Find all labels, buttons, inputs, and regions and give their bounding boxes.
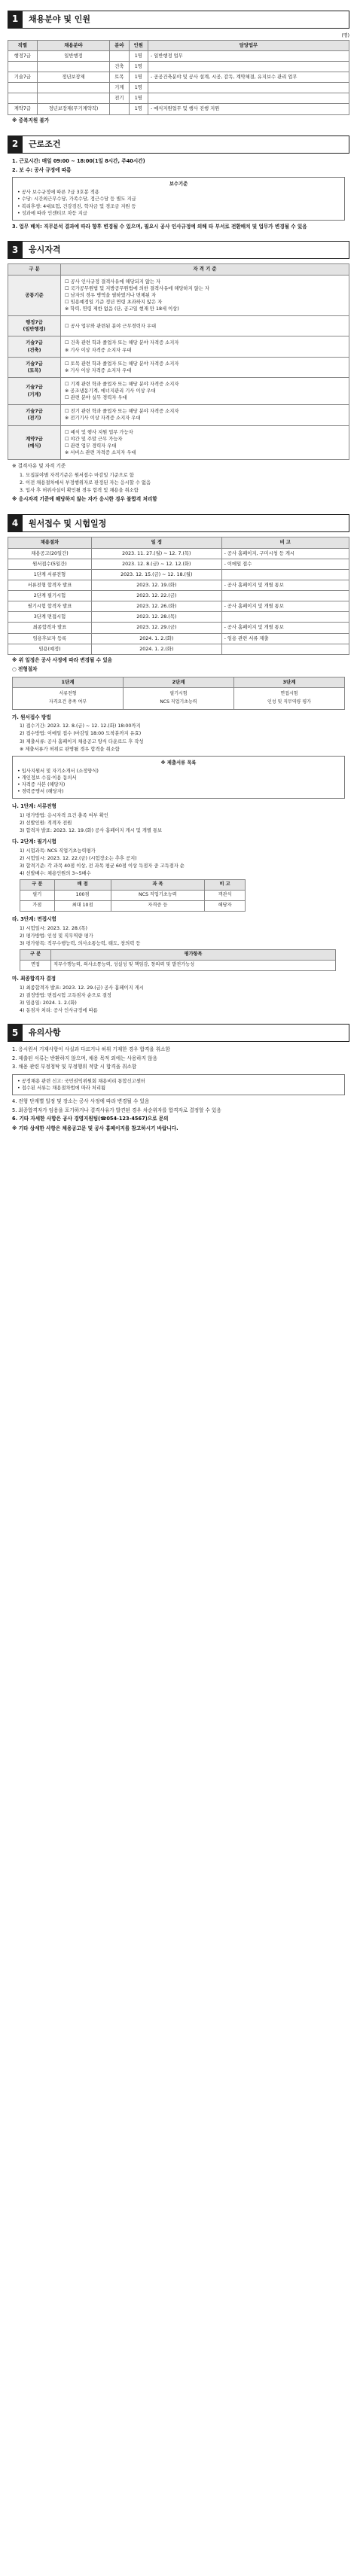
footnote: ※ 위 일정은 공사 사정에 따라 변경될 수 있음 bbox=[12, 656, 113, 663]
column-header: 채용분야 bbox=[37, 40, 109, 50]
interview-table bbox=[20, 949, 336, 971]
box-line: • 개인정보 수집·이용 동의서 bbox=[17, 775, 77, 781]
column-header: 구 분 bbox=[8, 264, 61, 275]
criteria-line: ※ 서비스 관련 자격증 소지자 우대 bbox=[65, 449, 136, 455]
table-cell: 기술7급 bbox=[8, 72, 38, 83]
recruit-table bbox=[8, 40, 349, 115]
text-line: 4) 선발배수: 채용인원의 3~5배수 bbox=[20, 871, 91, 877]
table-cell: 정년보장제(무기계약직) bbox=[37, 104, 109, 114]
subsection-title: 라. 3단계: 면접시험 bbox=[12, 916, 56, 923]
schedule-table bbox=[8, 537, 349, 654]
table-row bbox=[8, 50, 349, 61]
table-cell: 2단계 필기시험 bbox=[8, 591, 92, 601]
table-cell: 2023. 12. 26.(화) bbox=[91, 601, 221, 612]
table-cell bbox=[221, 612, 349, 623]
table-cell: 임용(예정) bbox=[8, 644, 92, 654]
table-cell: 2023. 12. 28.(목) bbox=[91, 612, 221, 623]
text-line: 2) 시험일시: 2023. 12. 22.(금) (시험장소는 추후 공지) bbox=[20, 856, 137, 861]
row-label: 공통기준 bbox=[8, 275, 61, 316]
flow-step-head: 3단계 bbox=[234, 677, 344, 688]
column-header: 담당업무 bbox=[148, 40, 349, 50]
criteria-line: ☐ 건축 관련 학과 졸업자 또는 해당 분야 자격증 소지자 bbox=[65, 340, 179, 346]
table-cell: 자격증 등 bbox=[111, 901, 205, 912]
table-row bbox=[8, 275, 349, 316]
table-cell: 정년보장제 bbox=[37, 72, 109, 83]
criteria-line: ☐ 전기 관련 학과 졸업자 또는 해당 분야 자격증 소지자 bbox=[65, 409, 179, 415]
table-row bbox=[8, 93, 349, 104]
docs-box bbox=[12, 756, 345, 799]
table-cell: 2023. 11. 27.(월) ~ 12. 7.(목) bbox=[91, 548, 221, 559]
column-header: 배 점 bbox=[54, 880, 111, 891]
table-cell: 행정7급 bbox=[8, 50, 38, 61]
table-cell: 최종합격자 발표 bbox=[8, 623, 92, 633]
criteria-line: ☐ 토목 관련 학과 졸업자 또는 해당 분야 자격증 소지자 bbox=[65, 361, 179, 367]
subsection-title: 나. 1단계: 서류전형 bbox=[12, 803, 56, 810]
criteria-line: ※ 전기기사 이상 자격증 소지자 우대 bbox=[65, 416, 141, 422]
box-line: • 공정채용 관련 신고: 국민권익위원회 채용비리 통합신고센터 bbox=[17, 1078, 145, 1084]
criteria-line: ☐ 기계 관련 학과 졸업자 또는 해당 분야 자격증 소지자 bbox=[65, 381, 179, 387]
table-cell bbox=[8, 61, 38, 72]
table-cell: 필기시험 합격자 발표 bbox=[8, 601, 92, 612]
column-header: 자 격 기 준 bbox=[61, 264, 349, 275]
criteria-line: ※ 기사 이상 자격증 소지자 우대 bbox=[65, 347, 132, 353]
table-cell: 100점 bbox=[54, 891, 111, 901]
table-cell: 직무수행능력, 의사소통능력, 성실성 및 책임감, 창의력 및 발전가능성 bbox=[51, 961, 336, 971]
criteria-cell bbox=[61, 377, 349, 404]
note-line: 1. 모집분야별 자격기준은 원서접수 마감일 기준으로 함 bbox=[20, 472, 134, 478]
table-cell bbox=[37, 61, 109, 72]
table-cell: 1단계 서류전형 bbox=[8, 569, 92, 580]
box-line: • 수당: 시간외근무수당, 가족수당, 정근수당 등 별도 지급 bbox=[17, 196, 136, 202]
subsection-title: 마. 최종합격자 결정 bbox=[12, 976, 56, 982]
table-cell: 1명 bbox=[129, 104, 148, 114]
table-cell bbox=[37, 83, 109, 93]
table-cell: 서류전형 합격자 발표 bbox=[8, 580, 92, 590]
table-cell: - 공공건축분야 및 공사 설계, 시공, 감독, 계약체결, 유지보수 관리 업무 bbox=[148, 72, 349, 83]
table-cell: 객관식 bbox=[205, 891, 246, 901]
flow-step-body bbox=[13, 688, 123, 708]
table-row bbox=[8, 644, 349, 654]
notice-box bbox=[12, 1074, 345, 1095]
table-cell: 1명 bbox=[129, 83, 148, 93]
criteria-line: ※ 공조냉동기계, 에너지관리 기사 이상 우대 bbox=[65, 388, 156, 394]
table-cell: 2023. 12. 29.(금) bbox=[91, 623, 221, 633]
score-table bbox=[20, 879, 246, 912]
text-line: 1) 시험과목: NCS 직업기초능력평가 bbox=[20, 848, 96, 854]
table-row bbox=[8, 559, 349, 569]
caution-line: 5. 최종합격자가 임용을 포기하거나 결격사유가 발견된 경우 차순위자를 합격자로 결정할 수 있음 bbox=[12, 1107, 221, 1113]
criteria-line: ☐ 남자의 경우 병역을 필하였거나 면제된 자 bbox=[65, 292, 157, 298]
subsection-title: 가. 원서접수 방법 bbox=[12, 714, 51, 720]
table-cell bbox=[148, 93, 349, 104]
table-cell: 토목 bbox=[110, 72, 129, 83]
table-row bbox=[8, 569, 349, 580]
table-row bbox=[20, 901, 246, 912]
table-cell: 기계 bbox=[110, 83, 129, 93]
section-title: 채용분야 및 인원 bbox=[23, 11, 349, 29]
flow-item: 인성 및 직무역량 평가 bbox=[267, 699, 311, 705]
row-label: 기술7급 (토목) bbox=[8, 357, 61, 377]
text-line: 1) 접수기간: 2023. 12. 8.(금) ~ 12. 12.(화) 18:00까지 bbox=[20, 723, 141, 729]
footnote: ※ 중복지원 불가 bbox=[12, 117, 50, 123]
table-row bbox=[8, 61, 349, 72]
condition-line: 3. 업무 배치: 직무분석 결과에 따라 향후 변경될 수 있으며, 필요시 공사 인사규정에 의해 타 부서로 전환배치 및 업무가 변경될 수 있음 bbox=[12, 223, 307, 230]
salary-box bbox=[12, 177, 345, 221]
table-cell: 3단계 면접시험 bbox=[8, 612, 92, 623]
table-row bbox=[8, 548, 349, 559]
table-cell bbox=[221, 569, 349, 580]
table-row bbox=[8, 336, 349, 357]
section-header-5 bbox=[8, 1024, 349, 1042]
table-cell: - 공사 홈페이지 및 개별 통보 bbox=[221, 623, 349, 633]
footnote: ※ 응시자격 기준에 해당하지 않는 자가 응시한 경우 불합격 처리함 bbox=[12, 495, 157, 502]
table-row bbox=[8, 591, 349, 601]
table-cell: 임용후보자 등록 bbox=[8, 633, 92, 644]
criteria-line: ☐ 예식 및 행사 지원 업무 가능자 bbox=[65, 429, 133, 435]
row-label: 기술7급 (전기) bbox=[8, 405, 61, 425]
table-row bbox=[20, 891, 246, 901]
flow-step bbox=[13, 677, 124, 709]
text-line: 2) 선발인원: 적격자 전원 bbox=[20, 821, 72, 827]
box-line: • 입사지원서 및 자기소개서 (소정양식) bbox=[17, 768, 99, 774]
table-row bbox=[8, 601, 349, 612]
row-label: 기술7급 (기계) bbox=[8, 377, 61, 404]
column-header: 구 분 bbox=[20, 950, 51, 961]
flow-step-head: 1단계 bbox=[13, 677, 123, 688]
table-cell bbox=[221, 644, 349, 654]
column-header: 분야 bbox=[110, 40, 129, 50]
note-line: 2. 이전 채용절차에서 부정행위자로 판정된 자는 응시할 수 없음 bbox=[20, 480, 151, 486]
table-row bbox=[8, 612, 349, 623]
note-line: 3. 입사 후 허위사실이 확인될 경우 합격 및 채용을 취소함 bbox=[20, 487, 139, 493]
table-cell bbox=[221, 591, 349, 601]
section-header-4 bbox=[8, 514, 349, 532]
table-cell: 1명 bbox=[129, 61, 148, 72]
section-header-2 bbox=[8, 135, 349, 154]
table-cell bbox=[110, 104, 129, 114]
table-cell: 2023. 12. 8.(금) ~ 12. 12.(화) bbox=[91, 559, 221, 569]
box-line: • 복리후생: 4대보험, 건강검진, 학자금 및 경조금 지원 등 bbox=[17, 203, 136, 209]
table-row bbox=[8, 405, 349, 425]
column-header: 평가항목 bbox=[51, 950, 336, 961]
table-cell: NCS 직업기초능력 bbox=[111, 891, 205, 901]
text-line: ※ 제출서류가 허위로 판명될 경우 합격을 취소함 bbox=[20, 746, 120, 752]
table-cell: 2023. 12. 22.(금) bbox=[91, 591, 221, 601]
table-cell: 면접 bbox=[20, 961, 51, 971]
condition-line: 1. 근로시간: 매일 09:00 ~ 18:00(1일 8시간, 주40시간) bbox=[12, 158, 145, 165]
section-title: 원서접수 및 시험일정 bbox=[23, 514, 349, 532]
column-header: 비 고 bbox=[221, 537, 349, 548]
table-cell bbox=[148, 83, 349, 93]
table-cell: 2023. 12. 19.(화) bbox=[91, 580, 221, 590]
table-cell: - 공사 홈페이지 및 개별 통보 bbox=[221, 601, 349, 612]
criteria-line: ☐ 공사 인사규정 결격사유에 해당되지 않는 자 bbox=[65, 279, 161, 285]
table-row bbox=[8, 377, 349, 404]
criteria-line: ☐ 야간 및 주말 근무 가능자 bbox=[65, 436, 123, 442]
qualification-table bbox=[8, 263, 349, 460]
box-title: ※ 제출서류 목록 bbox=[160, 760, 197, 766]
row-label: 계약7급 (예식) bbox=[8, 425, 61, 460]
table-cell: - 임용 관련 서류 제출 bbox=[221, 633, 349, 644]
criteria-cell bbox=[61, 336, 349, 357]
flow-step-head: 2단계 bbox=[124, 677, 233, 688]
text-line: 3) 임용일: 2024. 1. 2.(화) bbox=[20, 1000, 77, 1006]
criteria-cell bbox=[61, 405, 349, 425]
text-line: 3) 합격자 발표: 2023. 12. 19.(화) 공사 홈페이지 게시 및 개별 통보 bbox=[20, 828, 163, 834]
table-cell: - 일반행정 업무 bbox=[148, 50, 349, 61]
table-row bbox=[8, 104, 349, 114]
column-header: 일 정 bbox=[91, 537, 221, 548]
selection-flow bbox=[12, 677, 345, 710]
table-cell: - 공사 홈페이지 및 개별 통보 bbox=[221, 580, 349, 590]
box-line: • 접수된 서류는 채용절차법에 따라 처리됨 bbox=[17, 1086, 106, 1092]
text-line: 2) 결정방법: 면접시험 고득점자 순으로 결정 bbox=[20, 992, 111, 998]
criteria-line: ☐ 관련 업무 경력자 우대 bbox=[65, 443, 117, 449]
criteria-line: ☐ 공사 업무와 관련된 분야 근무경력자 우대 bbox=[65, 323, 157, 329]
section-number: 5 bbox=[8, 1024, 23, 1042]
subsection-title: 다. 2단계: 필기시험 bbox=[12, 839, 56, 845]
section-number: 1 bbox=[8, 11, 23, 29]
table-cell: 2024. 1. 2.(화) bbox=[91, 633, 221, 644]
table-cell: 채용공고(20일간) bbox=[8, 548, 92, 559]
column-header: 비 고 bbox=[205, 880, 246, 891]
table-cell: 건축 bbox=[110, 61, 129, 72]
flow-item: 면접시험 bbox=[280, 691, 298, 697]
table-row bbox=[8, 72, 349, 83]
job-posting-document bbox=[0, 0, 357, 1132]
flow-step-body bbox=[234, 688, 344, 708]
table-cell: - 공사 홈페이지, 구미시청 등 게시 bbox=[221, 548, 349, 559]
text-line: 3) 제출서류: 공사 홈페이지 채용공고 양식 다운로드 후 작성 bbox=[20, 738, 144, 744]
row-label: 기술7급 (건축) bbox=[8, 336, 61, 357]
column-header: 인원 bbox=[129, 40, 148, 50]
section-number: 3 bbox=[8, 241, 23, 259]
table-cell: 가점 bbox=[20, 901, 55, 912]
text-line: 1) 최종합격자 발표: 2023. 12. 29.(금) 공사 홈페이지 게시 bbox=[20, 985, 144, 991]
table-cell: 계약7급 bbox=[8, 104, 38, 114]
table-cell: 2023. 12. 15.(금) ~ 12. 18.(월) bbox=[91, 569, 221, 580]
criteria-cell bbox=[61, 316, 349, 336]
table-cell: - 예식지원업무 및 행사 진행 지원 bbox=[148, 104, 349, 114]
flow-title: ○ 전형절차 bbox=[12, 666, 38, 673]
table-cell: 원서접수(5일간) bbox=[8, 559, 92, 569]
caution-line: 4. 전형 단계별 일정 및 장소는 공사 사정에 따라 변경될 수 있음 bbox=[12, 1098, 150, 1105]
flow-step bbox=[234, 677, 344, 709]
table-cell: 해당자 bbox=[205, 901, 246, 912]
caution-line: 6. 기타 자세한 사항은 공사 경영지원팀(☎054-123-4567)으로 문의 bbox=[12, 1116, 169, 1122]
table-cell: 1명 bbox=[129, 50, 148, 61]
column-header: 직렬 bbox=[8, 40, 38, 50]
footer-note: ※ 기타 상세한 사항은 채용공고문 및 공사 홈페이지를 참고하시기 바랍니다. bbox=[12, 1125, 178, 1131]
text-line: 1) 평가방법: 응시자격 요건 충족 여부 확인 bbox=[20, 812, 108, 818]
table-row bbox=[8, 580, 349, 590]
criteria-line: ※ 학력, 연령 제한 없음 (단, 공고일 현재 만 18세 이상) bbox=[65, 306, 179, 312]
table-cell: 1명 bbox=[129, 72, 148, 83]
box-line: • 경력증명서 (해당자) bbox=[17, 789, 64, 795]
flow-item: 필기시험 bbox=[169, 691, 188, 697]
section-title: 근로조건 bbox=[23, 135, 349, 154]
flow-item: NCS 직업기초능력 bbox=[160, 699, 197, 705]
text-line: 3) 합격기준: 각 과목 40점 이상, 전 과목 평균 60점 이상 득점자 중 고득점자 순 bbox=[20, 863, 185, 869]
table-row bbox=[8, 357, 349, 377]
column-header: 과 목 bbox=[111, 880, 205, 891]
box-line: • 공사 보수규정에 따른 7급 3호봉 적용 bbox=[17, 190, 99, 196]
criteria-line: ☐ 국가공무원법 및 지방공무원법에 의한 결격사유에 해당하지 않는 자 bbox=[65, 285, 209, 291]
table-row bbox=[8, 623, 349, 633]
box-line: • 성과에 따라 인센티브 차등 지급 bbox=[17, 210, 87, 216]
table-cell: 최대 10점 bbox=[54, 901, 111, 912]
flow-item: 서류전형 bbox=[59, 691, 77, 697]
table-cell: - 이메일 접수 bbox=[221, 559, 349, 569]
table-row bbox=[8, 316, 349, 336]
flow-step-body bbox=[124, 688, 233, 708]
table-cell: 1명 bbox=[129, 93, 148, 104]
section-number: 4 bbox=[8, 514, 23, 532]
box-title: 보수기준 bbox=[169, 181, 188, 187]
section-title: 응시자격 bbox=[23, 241, 349, 259]
text-line: 2) 접수방법: 이메일 접수 (마감일 18:00 도착분까지 유효) bbox=[20, 731, 142, 737]
condition-line: 2. 보 수: 공사 규정에 따름 bbox=[12, 166, 72, 173]
section-header-3 bbox=[8, 241, 349, 259]
table-row bbox=[8, 83, 349, 93]
text-line: 3) 평가항목: 직무수행능력, 의사소통능력, 태도, 창의력 등 bbox=[20, 941, 141, 947]
section-title: 유의사항 bbox=[23, 1024, 349, 1042]
unit-note: (명) bbox=[341, 33, 349, 38]
caution-line: 1. 응시원서 기재사항이 사실과 다르거나 허위 기재한 경우 합격을 취소함 bbox=[12, 1046, 170, 1053]
row-label: 행정7급 (일반행정) bbox=[8, 316, 61, 336]
section-header-1 bbox=[8, 11, 349, 29]
caution-line: 2. 제출된 서류는 반환하지 않으며, 채용 목적 외에는 사용하지 않음 bbox=[12, 1055, 157, 1061]
criteria-cell bbox=[61, 425, 349, 460]
flow-step bbox=[124, 677, 234, 709]
table-cell bbox=[37, 93, 109, 104]
table-cell: 전기 bbox=[110, 93, 129, 104]
table-row bbox=[8, 633, 349, 644]
table-cell bbox=[148, 61, 349, 72]
table-cell bbox=[8, 83, 38, 93]
criteria-line: ☐ 임용예정일 기준 정년 연령 초과하지 않은 자 bbox=[65, 299, 163, 305]
criteria-line: ☐ 관련 분야 실무 경력자 우대 bbox=[65, 395, 127, 401]
table-cell: 필기 bbox=[20, 891, 55, 901]
section-number: 2 bbox=[8, 135, 23, 154]
table-cell bbox=[8, 93, 38, 104]
caution-line: 3. 채용 관련 부정청탁 및 부정행위 적발 시 합격을 취소함 bbox=[12, 1064, 137, 1070]
flow-item: 자격요건 충족 여부 bbox=[48, 699, 87, 705]
table-cell bbox=[110, 50, 129, 61]
column-header: 구 분 bbox=[20, 880, 55, 891]
table-cell: 일반행정 bbox=[37, 50, 109, 61]
table-row bbox=[8, 425, 349, 460]
text-line: 1) 시험일시: 2023. 12. 28.(목) bbox=[20, 925, 87, 931]
box-line: • 자격증 사본 (해당자) bbox=[17, 782, 66, 788]
criteria-line: ※ 기사 이상 자격증 소지자 우대 bbox=[65, 367, 132, 373]
note-line: ※ 결격사유 및 자격 기준 bbox=[12, 463, 66, 469]
criteria-cell bbox=[61, 357, 349, 377]
text-line: 2) 평가방법: 인성 및 직무역량 평가 bbox=[20, 933, 93, 939]
table-cell: 2024. 1. 2.(화) bbox=[91, 644, 221, 654]
text-line: 4) 동점자 처리: 공사 인사규정에 따름 bbox=[20, 1008, 98, 1014]
column-header: 채용절차 bbox=[8, 537, 92, 548]
criteria-cell bbox=[61, 275, 349, 316]
